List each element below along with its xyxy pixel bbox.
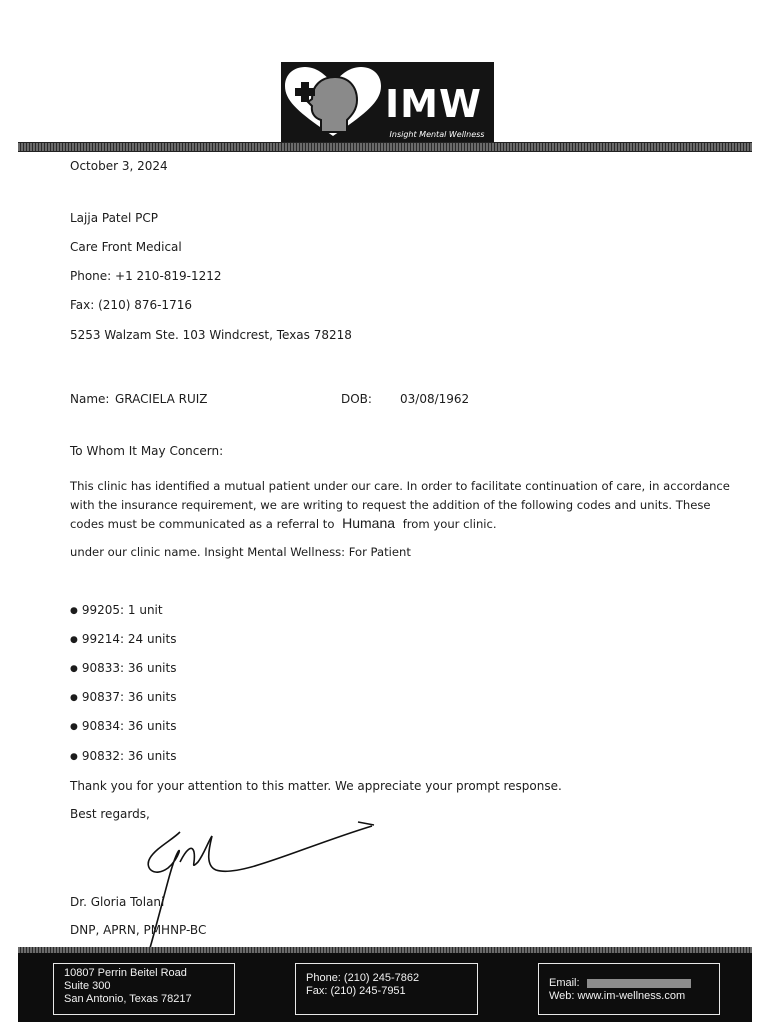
footer-address-line: Suite 300 [64,980,111,992]
body-line-suffix: from your clinic. [402,517,497,531]
logo-wordmark: IMW [385,82,482,126]
body-line: This clinic has identified a mutual patient under our care. In order to facilitate continuation of care, in accordance [70,479,730,493]
code-item: ● 99214: 24 units [70,632,176,649]
recipient-name: Lajja Patel PCP [70,211,159,225]
regards: Best regards, [70,807,150,821]
recipient-address: 5253 Walzam Ste. 103 Windcrest, Texas 78218 [70,328,352,342]
recipient-fax: Fax: (210) 876-1716 [70,298,192,312]
code-item: ● 90834: 36 units [70,719,176,736]
signer-credentials: DNP, APRN, PMHNP-BC [70,923,207,937]
footer-address [53,963,235,1015]
footer-contact [295,963,478,1015]
letter-date: October 3, 2024 [70,159,168,173]
patient-name: GRACIELA RUIZ [115,392,208,406]
footer-web: Web: www.im-wellness.com [549,990,686,1002]
footer-address-line: 10807 Perrin Beitel Road [64,967,187,979]
code-item: ● 90837: 36 units [70,690,176,707]
footer-phone: Phone: (210) 245-7862 [306,972,420,984]
code-item: ● 99205: 1 unit [70,603,163,620]
recipient-phone: Phone: +1 210-819-1212 [70,269,222,283]
patient-dob: 03/08/1962 [400,392,470,406]
salutation: To Whom It May Concern: [70,444,224,458]
signer-name: Dr. Gloria Tolani [70,895,165,909]
header-divider [18,142,752,152]
footer-email-label: Email: [549,977,580,989]
body-line: with the insurance requirement, we are writing to request the addition of the following codes and units. These [70,498,711,512]
footer-email-redacted [587,979,691,988]
footer-fax: Fax: (210) 245-7951 [306,985,406,997]
code-item: ● 90832: 36 units [70,749,176,766]
footer-email [549,977,719,990]
clinic-line: under our clinic name. Insight Mental Wellness: For Patient [70,545,411,559]
insurer-name: Humana [342,515,396,531]
closing-thanks: Thank you for your attention to this matter. We appreciate your prompt response. [70,779,562,793]
logo-tagline: Insight Mental Wellness [389,130,485,139]
footer-online [538,963,720,1015]
body-line-referral [70,516,497,532]
clinic-logo [281,62,494,142]
footer-address-line: San Antonio, Texas 78217 [64,993,192,1005]
recipient-org: Care Front Medical [70,240,182,254]
body-line-prefix: codes must be communicated as a referral to [70,517,335,531]
footer-band [18,947,752,1022]
code-item: ● 90833: 36 units [70,661,176,678]
patient-dob-label: DOB: [341,392,372,406]
patient-name-label: Name: [70,392,110,406]
